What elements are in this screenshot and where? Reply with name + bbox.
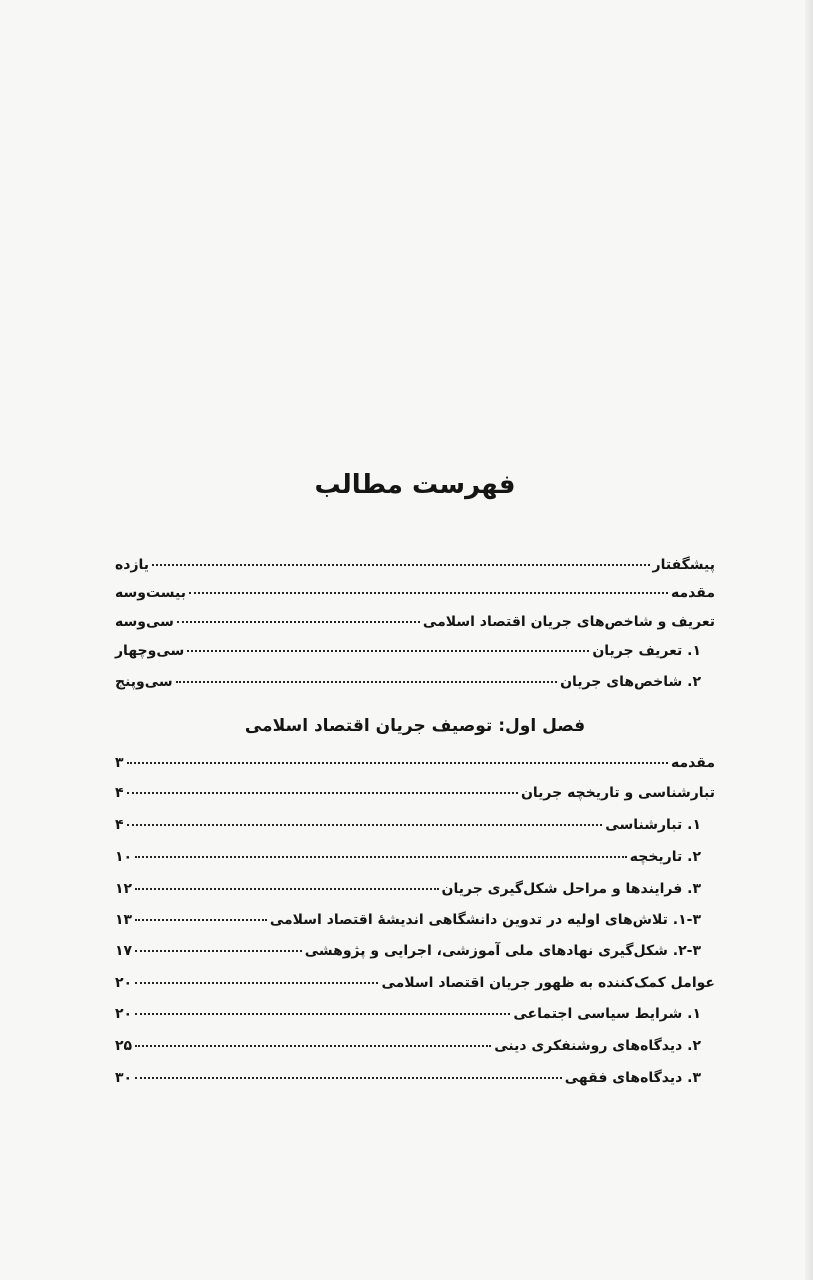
toc-entry-page: سی‌وسه xyxy=(115,614,174,630)
toc-entry-text: ۱. شرایط سیاسی اجتماعی xyxy=(513,1006,701,1022)
toc-entry-page: ۱۰ xyxy=(115,849,133,865)
dot-leader xyxy=(152,562,650,566)
toc-entry-page: سی‌وپنج xyxy=(115,674,173,690)
toc-entry xyxy=(115,842,715,872)
toc-entry-page: ۳۰ xyxy=(115,1070,133,1086)
toc-entry xyxy=(115,874,715,904)
dot-leader xyxy=(176,679,557,683)
toc-entry xyxy=(115,1063,715,1093)
dot-leader xyxy=(187,648,589,652)
dot-leader xyxy=(189,590,668,594)
dot-leader xyxy=(135,886,438,890)
toc-entry xyxy=(115,968,715,998)
toc-entry-text: ۳. فرایندها و مراحل شکل‌گیری جریان xyxy=(441,881,701,897)
toc-entry-text: عوامل کمک‌کننده به ظهور جریان اقتصاد اسلامی xyxy=(381,975,715,991)
toc-entry xyxy=(115,810,715,840)
toc-entry-text: پیشگفتار xyxy=(652,557,715,573)
dot-leader xyxy=(135,1075,562,1079)
dot-leader xyxy=(135,854,627,858)
toc-entry xyxy=(115,578,715,608)
page-edge-shadow xyxy=(805,0,813,1280)
chapter-heading: فصل اول: توصیف جریان اقتصاد اسلامی xyxy=(244,716,586,736)
toc-entry-text: ۳. دیدگاه‌های فقهی xyxy=(564,1070,701,1086)
toc-entry-text: مقدمه xyxy=(671,585,715,601)
toc-entry-text: ۲-۳. شکل‌گیری نهادهای ملی آموزشی، اجرایی و پژوهشی xyxy=(304,943,701,959)
toc-entry xyxy=(115,1031,715,1061)
toc-entry-page: ۱۳ xyxy=(115,912,133,928)
toc-entry-page: ۲۵ xyxy=(115,1038,133,1054)
toc-entry-page: ۱۷ xyxy=(115,943,133,959)
toc-entry-text: ۲. دیدگاه‌های روشنفکری دینی xyxy=(494,1038,701,1054)
toc-entry xyxy=(115,999,715,1029)
toc-entry xyxy=(115,778,715,808)
toc-entry-text: ۲. شاخص‌های جریان xyxy=(560,674,701,690)
dot-leader xyxy=(135,980,378,984)
toc-entry xyxy=(115,748,715,778)
toc-entry-page: ۱۲ xyxy=(115,881,133,897)
toc-entry-page: ۳ xyxy=(115,755,124,771)
dot-leader xyxy=(135,948,302,952)
toc-entry xyxy=(115,550,715,580)
toc-entry xyxy=(115,607,715,637)
toc-title: فهرست مطالب xyxy=(314,470,516,500)
toc-entry-page: بیست‌وسه xyxy=(115,585,186,601)
dot-leader xyxy=(127,822,603,826)
dot-leader xyxy=(127,790,518,794)
toc-entry-page: سی‌وچهار xyxy=(115,643,185,659)
toc-entry-text: ۱-۳. تلاش‌های اولیه در تدوین دانشگاهی اندیشهٔ اقتصاد اسلامی xyxy=(269,912,701,928)
toc-entry-text: تعریف و شاخص‌های جریان اقتصاد اسلامی xyxy=(422,614,715,630)
toc-entry-text: مقدمه xyxy=(671,755,715,771)
toc-entry xyxy=(115,905,715,935)
dot-leader xyxy=(127,760,668,764)
table-of-contents xyxy=(115,470,715,1110)
toc-entry xyxy=(115,667,715,697)
toc-entry-page: ۲۰ xyxy=(115,975,133,991)
toc-entry-text: تبارشناسی و تاریخچه جریان xyxy=(520,785,715,801)
toc-entry xyxy=(115,936,715,966)
dot-leader xyxy=(135,1011,510,1015)
toc-entry-page: یازده xyxy=(115,557,150,573)
toc-entry-text: ۱. تبارشناسی xyxy=(605,817,701,833)
toc-entry-text: ۱. تعریف جریان xyxy=(592,643,701,659)
dot-leader xyxy=(177,619,420,623)
dot-leader xyxy=(135,1043,491,1047)
toc-entry-page: ۴ xyxy=(115,817,124,833)
toc-entry-page: ۴ xyxy=(115,785,124,801)
toc-entry-text: ۲. تاریخچه xyxy=(629,849,701,865)
dot-leader xyxy=(135,917,267,921)
toc-entry xyxy=(115,636,715,666)
toc-entry-page: ۲۰ xyxy=(115,1006,133,1022)
